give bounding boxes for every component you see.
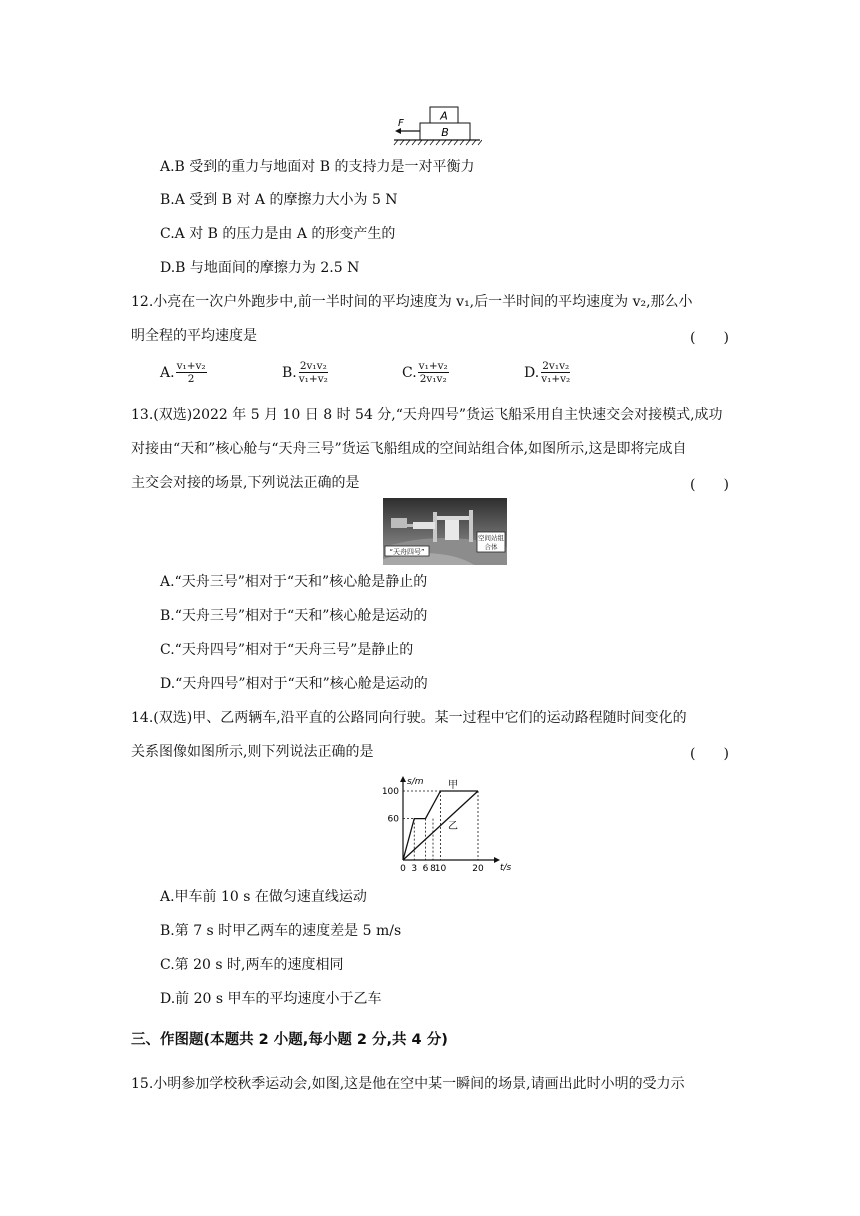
q14-option-c: C.第 20 s 时,两车的速度相同 — [160, 957, 344, 973]
q13-stem-line2: 对接由“天和”核心舱与“天舟三号”货运飞船组成的空间站组合体,如图所示,这是即将完成自 — [131, 441, 687, 457]
q13-option-d: D.“天舟四号”相对于“天和”核心舱是运动的 — [160, 676, 428, 692]
block-figure — [392, 105, 482, 147]
block-a-label: A — [440, 109, 448, 123]
q13-option-a: A.“天舟三号”相对于“天和”核心舱是静止的 — [160, 574, 428, 590]
photo-label-right-1: 空间站组 — [478, 534, 504, 542]
series-line-yi — [403, 791, 478, 860]
q15-stem-line1: 15.小明参加学校秋季运动会,如图,这是他在空中某一瞬间的场景,请画出此时小明的受力示 — [131, 1076, 685, 1092]
x-tick-label: 10 — [434, 864, 447, 874]
q12-choice-a: A. $\frac{\text{v₁+v₂}}{2}$ — [160, 360, 206, 385]
q12-choice-b: B. $\frac{\text{2v₁v₂}}{\text{v₁+v₂}}$ — [282, 360, 328, 385]
q13-answer-paren: ( ) — [690, 477, 729, 493]
x-tick-label: 6 — [422, 864, 429, 874]
y-axis-arrow — [400, 776, 406, 782]
q12-choice-d: D. $\frac{\text{2v₁v₂}}{\text{v₁+v₂}}$ — [524, 360, 571, 385]
y-axis-label: s/m — [407, 777, 424, 787]
distance-time-chart — [370, 772, 520, 876]
q12-stem-line1: 12.小亮在一次户外跑步中,前一半时间的平均速度为 v₁,后一半时间的平均速度为 v₂,那么小 — [131, 294, 693, 310]
series-label-yi: 乙 — [448, 820, 458, 832]
q14-option-d: D.前 20 s 甲车的平均速度小于乙车 — [160, 991, 382, 1007]
x-tick-label: 20 — [472, 864, 484, 874]
photo-label-left: “天舟四号” — [389, 548, 425, 556]
y-tick-label: 100 — [381, 787, 399, 797]
y-tick-label: 60 — [387, 814, 399, 825]
q12-stem-line2: 明全程的平均速度是 — [131, 328, 257, 344]
q14-option-a: A.甲车前 10 s 在做匀速直线运动 — [160, 889, 367, 905]
q13-stem-line3: 主交会对接的场景,下列说法正确的是 — [131, 475, 360, 491]
x-axis-label: t/s — [500, 863, 512, 873]
x-tick-label: 3 — [411, 864, 418, 874]
q14-stem-line2: 关系图像如图所示,则下列说法正确的是 — [131, 744, 374, 760]
force-label: F — [398, 118, 404, 129]
x-tick-label: 0 — [400, 864, 406, 874]
q12-answer-paren: ( ) — [690, 330, 729, 346]
q13-option-c: C.“天舟四号”相对于“天舟三号”是静止的 — [160, 642, 414, 658]
space-station-photo — [383, 498, 507, 565]
q11-option-a: A.B 受到的重力与地面对 B 的支持力是一对平衡力 — [160, 159, 475, 175]
q11-option-b: B.A 受到 B 对 A 的摩擦力大小为 5 N — [160, 192, 398, 208]
q14-option-b: B.第 7 s 时甲乙两车的速度差是 5 m/s — [160, 923, 402, 939]
photo-label-right-2: 合体 — [484, 543, 498, 551]
q12-choice-c: C. $\frac{\text{v₁+v₂}}{\text{2v₁v₂}}$ — [402, 360, 448, 385]
q14-stem-line1: 14.(双选)甲、乙两辆车,沿平直的公路同向行驶。某一过程中它们的运动路程随时间变化的 — [131, 710, 687, 726]
q13-stem-line1: 13.(双选)2022 年 5 月 10 日 8 时 54 分,“天舟四号”货运飞船采用自主快速交会对接模式,成功 — [131, 407, 723, 423]
block-b-label: B — [441, 126, 449, 139]
q11-option-d: D.B 与地面间的摩擦力为 2.5 N — [160, 260, 360, 276]
x-tick-label: 8 — [430, 864, 436, 874]
series-label-jia: 甲 — [448, 780, 458, 791]
section-3-heading: 三、作图题(本题共 2 小题,每小题 2 分,共 4 分) — [131, 1032, 448, 1048]
q11-option-c: C.A 对 B 的压力是由 A 的形变产生的 — [160, 226, 396, 242]
q14-answer-paren: ( ) — [690, 746, 729, 762]
q13-option-b: B.“天舟三号”相对于“天和”核心舱是运动的 — [160, 608, 428, 624]
